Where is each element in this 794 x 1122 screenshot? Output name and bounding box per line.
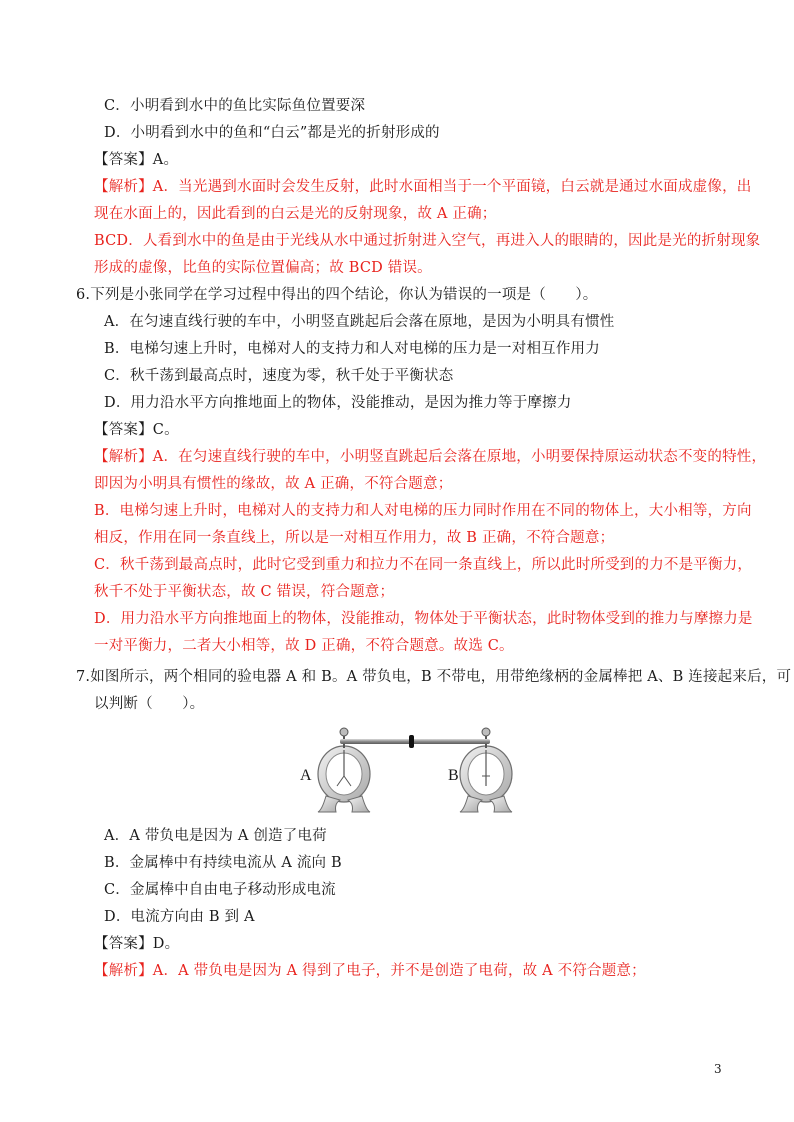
q5-answer: 【答案】A。 [94, 152, 179, 168]
q6-option-c: C．秋千荡到最高点时，速度为零，秋千处于平衡状态 [104, 368, 454, 384]
q6-stem: 6.下列是小张同学在学习过程中得出的四个结论，你认为错误的一项是（ ）。 [76, 287, 598, 303]
insulated-handle [409, 735, 414, 748]
q6-analysis-line-1: 【解析】A．在匀速直线行驶的车中，小明竖直跳起后会落在原地，小明要保持原运动状态不变的特性， [94, 449, 767, 465]
q6-analysis-line-3: B．电梯匀速上升时，电梯对人的支持力和人对电梯的压力同时作用在不同的物体上，大小相等，方向 [94, 503, 752, 519]
q5-analysis-line-1: 【解析】A．当光遇到水面时会发生反射，此时水面相当于一个平面镜，白云就是通过水面成虚像，出 [94, 179, 752, 195]
q7-analysis-line-1: 【解析】A．A 带负电是因为 A 得到了电子，并不是创造了电荷，故 A 不符合题意； [94, 963, 646, 979]
q5-analysis-line-4: 形成的虚像，比鱼的实际位置偏高；故 BCD 错误。 [94, 260, 432, 276]
q5-option-d: D．小明看到水中的鱼和“白云”都是光的折射形成的 [104, 125, 440, 141]
q5-analysis-line-2: 现在水面上的，因此看到的白云是光的反射现象，故 A 正确； [94, 206, 497, 222]
metal-rod [340, 739, 490, 744]
q6-answer: 【答案】C。 [94, 422, 179, 438]
q6-analysis-line-4: 相反，作用在同一条直线上，所以是一对相互作用力，故 B 正确，不符合题意； [94, 530, 615, 546]
q7-option-a: A．A 带负电是因为 A 创造了电荷 [104, 828, 327, 844]
q6-analysis-line-7: D．用力沿水平方向推地面上的物体，没能推动，物体处于平衡状态，此时物体受到的推力与摩擦力是 [94, 611, 753, 627]
label-a: A [300, 767, 312, 784]
q6-analysis-line-8: 一对平衡力，二者大小相等，故 D 正确，不符合题意。故选 C。 [94, 638, 514, 654]
q5-option-c: C．小明看到水中的鱼比实际鱼位置要深 [104, 98, 366, 114]
q6-analysis-line-2: 即因为小明具有惯性的缘故，故 A 正确，不符合题意； [94, 476, 453, 492]
q6-analysis-line-6: 秋千不处于平衡状态，故 C 错误，符合题意； [94, 584, 395, 600]
q5-analysis-line-3: BCD．人看到水中的鱼是由于光线从水中通过折射进入空气，再进入人的眼睛的，因此是光的折射现象 [94, 233, 761, 249]
q7-option-b: B．金属棒中有持续电流从 A 流向 B [104, 855, 342, 871]
q6-option-d: D．用力沿水平方向推地面上的物体，没能推动，是因为推力等于摩擦力 [104, 395, 572, 411]
q7-stem-line-1: 7.如图所示，两个相同的验电器 A 和 B。A 带负电，B 不带电，用带绝缘柄的金属棒把 A、B 连接起来后，可 [76, 669, 792, 685]
q6-option-b: B．电梯匀速上升时，电梯对人的支持力和人对电梯的压力是一对相互作用力 [104, 341, 600, 357]
q6-option-a: A．在匀速直线行驶的车中，小明竖直跳起后会落在原地，是因为小明具有惯性 [104, 314, 615, 330]
q7-option-c: C．金属棒中自由电子移动形成电流 [104, 882, 336, 898]
q7-answer: 【答案】D。 [94, 936, 180, 952]
q7-option-d: D．电流方向由 B 到 A [104, 909, 255, 925]
label-b: B [448, 767, 459, 784]
q7-stem-line-2: 以判断（ ）。 [94, 696, 205, 712]
electroscope-figure [296, 726, 526, 814]
q6-analysis-line-5: C．秋千荡到最高点时，此时它受到重力和拉力不在同一条直线上，所以此时所受到的力不是平衡力， [94, 557, 753, 573]
page-number: 3 [714, 1062, 722, 1076]
